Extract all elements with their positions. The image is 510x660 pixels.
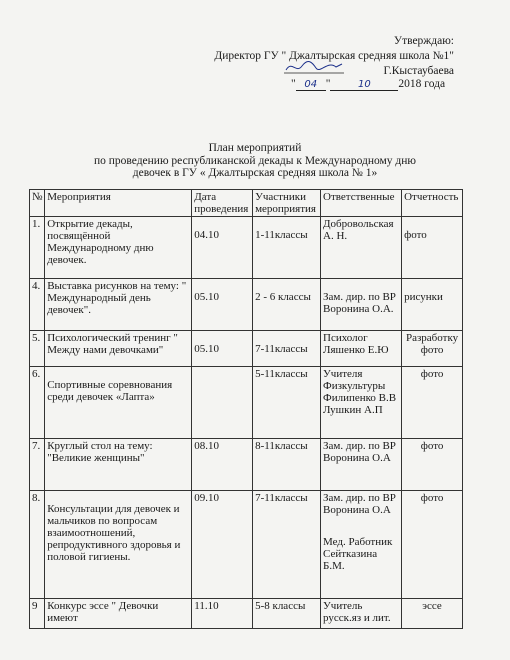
approve-label: Утверждаю: (393, 35, 454, 47)
header-date: Дата проведения (192, 190, 253, 217)
header-participants: Участники мероприятия (253, 190, 321, 217)
signature (284, 58, 344, 76)
table-row: 4. Выставка рисунков на тему: " Международный день девочек". 05.10 2 - 6 классы Зам. дир. по ВР Воронина О.А. рисунки (30, 279, 463, 331)
date-suffix: 2018 года (398, 78, 446, 90)
header-event: Мероприятия (45, 190, 192, 217)
signer-name: Г.Кыстаубаева (383, 65, 454, 77)
document-title: План мероприятий по проведению республиканской декады к Международному дню девочек в ГУ « Джалтырская средняя школа № 1» (93, 142, 417, 179)
table-row: 1. Открытие декады, посвящённой Международному дню девочек. 04.10 1-11классы Добровольская А. Н. фото (30, 217, 463, 279)
date-month: 10 (358, 79, 371, 90)
table-row: 9 Конкурс эссе " Девочки имеют 11.10 5-8 классы Учитель русск.яз и лит. эссе (30, 599, 463, 629)
header-report: Отчетность (402, 190, 463, 217)
header-responsible: Ответственные (321, 190, 402, 217)
table-row: 5. Психологический тренинг " Между нами девочками" 05.10 7-11классы Психолог Ляшенко Е.Ю Разработку фото (30, 331, 463, 367)
table-row: 6. Спортивные соревнования среди девочек «Лапта» 5-11классы Учителя Физкультуры Филипенко В.В Лушкин А.П фото (30, 367, 463, 439)
date-day: 04 (304, 79, 318, 90)
header-num: № (30, 190, 45, 217)
table-row: 8. Консультации для девочек и мальчиков по вопросам взаимоотношений, репродуктивного здоровья и половой гигиены. 09.10 7-11классы Зам. дир. по ВР Воронина О.А Мед. Работник Сейтказина Б.М. фото (30, 491, 463, 599)
table-row: 7. Круглый стол на тему: "Великие женщины" 08.10 8-11классы Зам. дир. по ВР Воронина О.А фото (30, 439, 463, 491)
table-header (30, 190, 463, 217)
approval-date: " 04 " 10 2018 года (291, 78, 446, 90)
director-line: Директор ГУ " Джалтырская средняя школа №1" (214, 50, 454, 62)
events-table (29, 189, 463, 629)
